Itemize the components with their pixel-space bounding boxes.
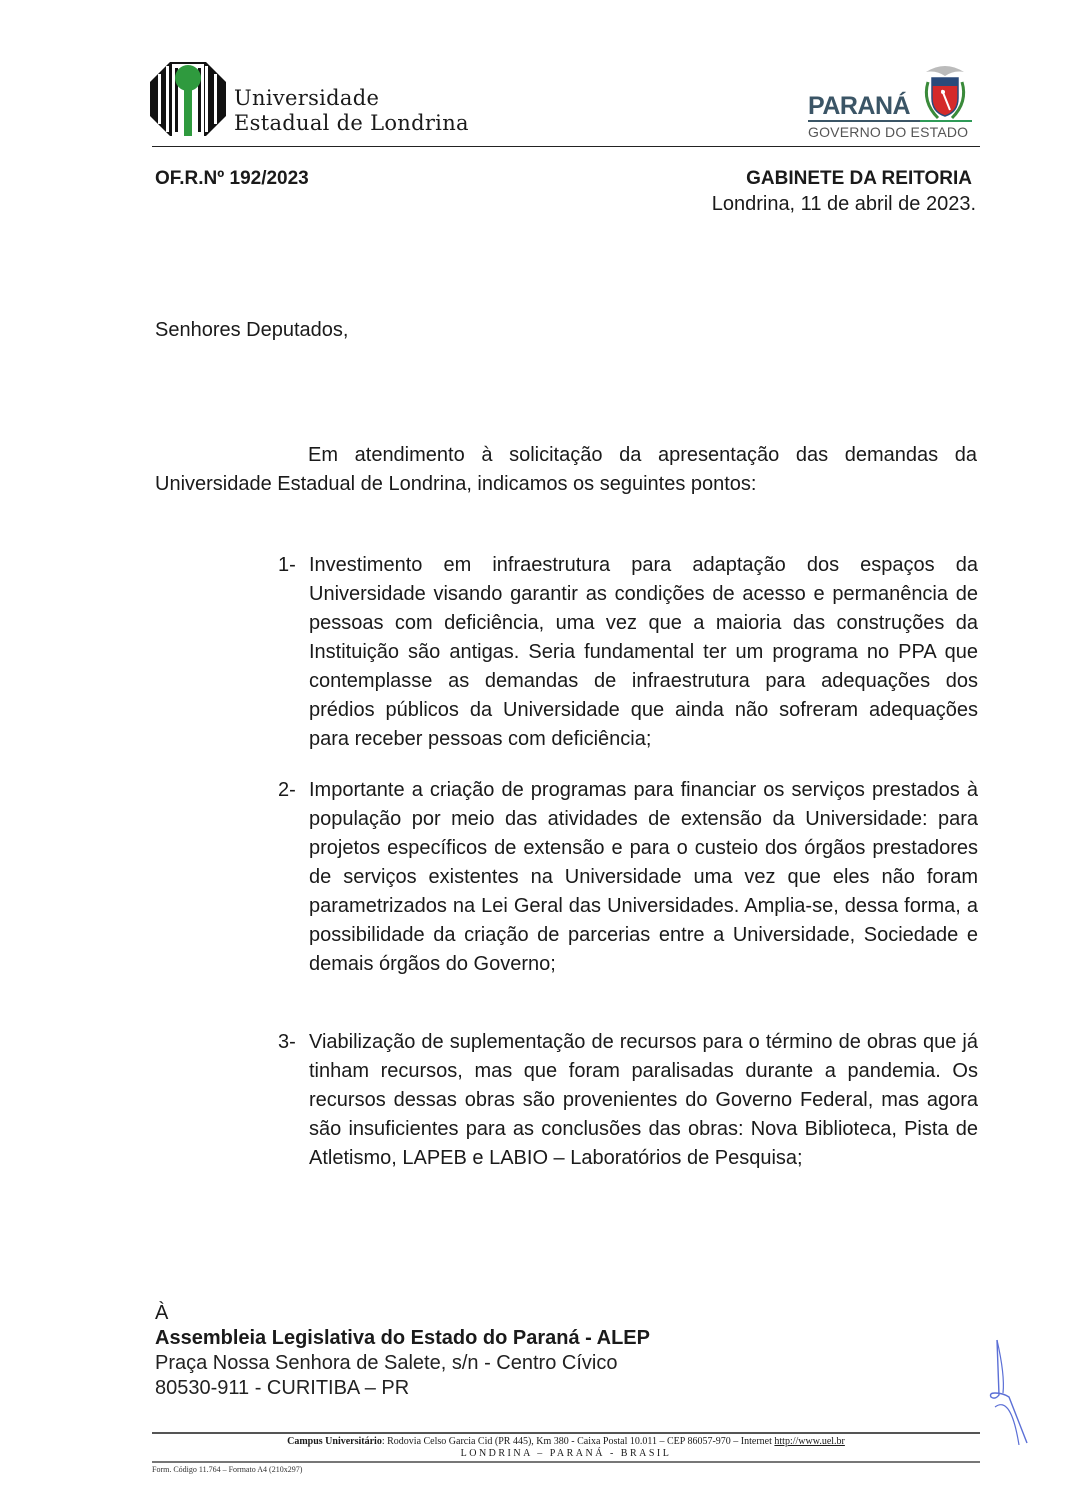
campus-address: : Rodovia Celso Garcia Cid (PR 445), Km 380 - Caixa Postal 10.011 – CEP 86057-970 – Internet — [381, 1436, 775, 1447]
list-item — [278, 1028, 978, 1173]
recipient-name: Assembleia Legislativa do Estado do Paraná - ALEP — [155, 1327, 650, 1349]
university-name-line2: Estadual de Londrina — [234, 111, 469, 135]
campus-label: Campus Universitário — [287, 1436, 382, 1447]
website-link[interactable]: http://www.uel.br — [774, 1436, 845, 1447]
state-name: PARANÁ — [808, 92, 911, 120]
list-item — [278, 551, 978, 754]
recipient-address: Praça Nossa Senhora de Salete, s/n - Centro Cívico — [155, 1352, 618, 1374]
letter-date: Londrina, 11 de abril de 2023. — [711, 193, 976, 215]
footer-divider-bottom — [152, 1461, 980, 1463]
item-text: Importante a criação de programas para financiar os serviços prestados à população por meio das atividades de extensão da Universidade: para projetos específicos de extensão e para o custeio dos órgãos prestadores de serviços existentes na Universidade uma vez que eles não foram parametrizados na Lei Geral das Universidades. Amplia-se, dessa forma, a possibilidade da criação de parcerias entre a Universidade, Sociedade e demais órgãos do Governo; — [309, 779, 978, 975]
uel-logo — [148, 60, 228, 138]
item-text: Investimento em infraestrutura para adaptação dos espaços da Universidade visando garantir as condições de acesso e permanência de pessoas com deficiência, uma vez que a maioria das construções da Instituição são antigas. Seria fundamental ter um programa no PPA que contemplasse as demandas de infraestrutura para adequações dos prédios públicos da Universidade que ainda não sofreram adequações para receber pessoas com deficiência; — [309, 554, 978, 750]
state-subtitle: GOVERNO DO ESTADO — [808, 124, 969, 140]
item-number: 2- — [278, 779, 296, 801]
state-divider-blue — [808, 120, 920, 122]
item-number: 3- — [278, 1031, 296, 1053]
form-code: Form. Código 11.764 – Formato A4 (210x297) — [152, 1465, 303, 1474]
state-divider-green — [920, 120, 972, 122]
university-name-line1: Universidade — [234, 86, 380, 110]
letter-department: GABINETE DA REITORIA — [746, 168, 972, 189]
salutation: Senhores Deputados, — [155, 319, 349, 341]
parana-crest-icon — [918, 62, 972, 124]
footer-divider-top — [152, 1432, 980, 1434]
list-item — [278, 776, 978, 979]
item-text: Viabilização de suplementação de recursos para o término de obras que já tinham recursos, mas que foram paralisadas durante a pandemia. Os recursos dessas obras são provenientes do Governo Federal, mas agora são insuficientes para as conclusões das obras: Nova Biblioteca, Pista de Atletismo, LAPEB e LABIO – Laboratórios de Pesquisa; — [309, 1031, 978, 1169]
letter-reference: OF.R.Nº 192/2023 — [155, 168, 309, 189]
intro-text: Em atendimento à solicitação da apresentação das demandas da Universidade Estadual de Londrina, indicamos os seguintes pontos: — [155, 444, 977, 495]
header-divider — [152, 146, 980, 147]
footer-campus — [152, 1436, 980, 1447]
footer-location: LONDRINA – PARANÁ - BRASIL — [460, 1448, 672, 1459]
signature-mark — [975, 1335, 1035, 1445]
item-number: 1- — [278, 554, 296, 576]
recipient-prefix: À — [155, 1302, 169, 1324]
university-name — [234, 86, 469, 136]
intro-paragraph — [155, 441, 977, 499]
recipient-city: 80530-911 - CURITIBA – PR — [155, 1377, 410, 1399]
